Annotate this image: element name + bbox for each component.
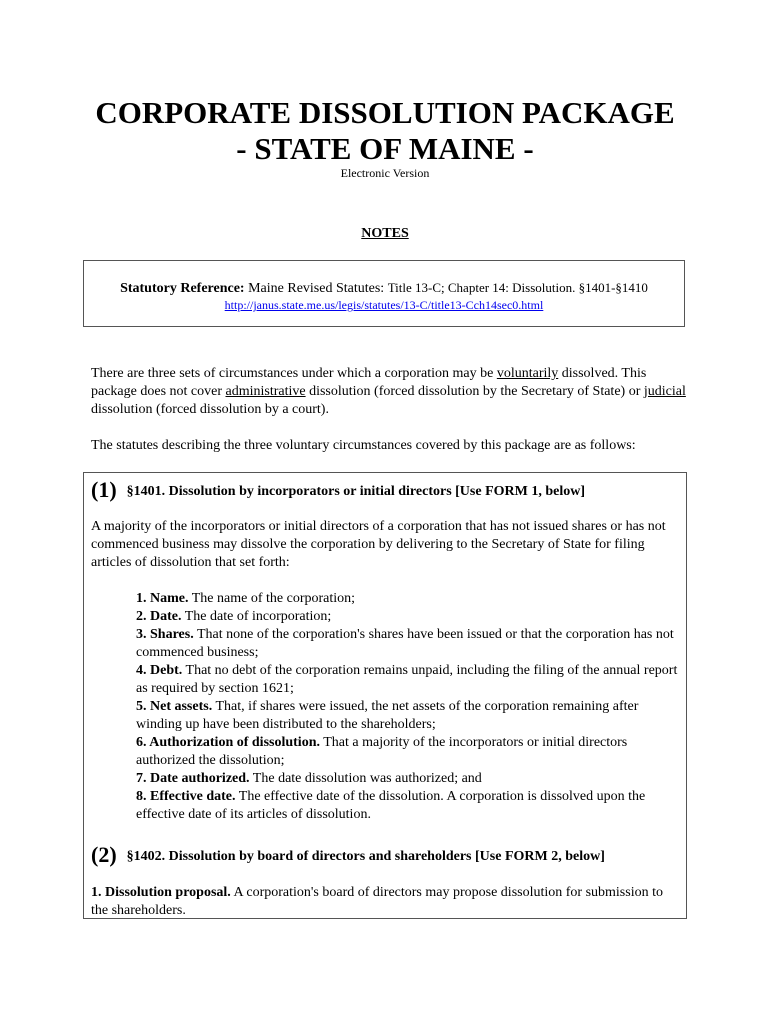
section2-number: (2)	[91, 842, 117, 867]
item-text: That a majority of the incorporators or initial directors authorized the dissolution;	[136, 735, 628, 768]
item-label: 8. Effective date.	[136, 789, 236, 804]
section1-number: (1)	[91, 477, 117, 502]
document-title-line1: CORPORATE DISSOLUTION PACKAGE	[95, 95, 675, 130]
intro-statutes-paragraph: The statutes describing the three voluntary circumstances covered by this package are as follows:	[91, 438, 636, 453]
statutes-link[interactable]: http://janus.state.me.us/legis/statutes/13-C/title13-Cch14sec0.html	[224, 298, 544, 312]
reference-citation: Title 13-C; Chapter 14: Dissolution. §1401-§1410	[387, 280, 648, 295]
item-text: The date dissolution was authorized; and	[252, 771, 482, 786]
document-subtitle: Electronic Version	[340, 166, 430, 180]
section2-para-text: A corporation's board of directors may propose dissolution for submission to the shareholders.	[91, 885, 663, 918]
section1-title: §1401. Dissolution by incorporators or initial directors [Use FORM 1, below]	[126, 484, 585, 499]
item-label: 3. Shares.	[136, 627, 194, 642]
intro-text: There are three sets of circumstances under which a corporation may be	[91, 366, 494, 381]
section2-heading	[91, 844, 605, 868]
item-label: 7. Date authorized.	[136, 771, 250, 786]
intro-text: dissolution (forced dissolution by a court).	[91, 402, 329, 417]
list-item	[136, 626, 682, 662]
section1-text: A majority of the incorporators or initial directors of a corporation that has not issued shares or has not commenced business may dissolve the corporation by delivering to the Secretary of State for filing articles of dissolution that set forth:	[91, 519, 666, 570]
intro-underline-voluntarily: voluntarily	[496, 366, 559, 381]
intro-underline-judicial: judicial	[643, 384, 686, 399]
notes-heading: NOTES	[361, 226, 409, 241]
statutory-reference-line	[84, 280, 684, 297]
intro-underline-administrative: administrative	[225, 384, 306, 399]
list-item	[136, 770, 682, 788]
list-item	[136, 734, 682, 770]
document-title-line2: - STATE OF MAINE -	[236, 131, 534, 166]
reference-label: Statutory Reference:	[120, 281, 245, 296]
list-item	[136, 788, 682, 824]
item-label: 4. Debt.	[136, 663, 183, 678]
list-item	[136, 698, 682, 734]
intro-text: dissolution (forced dissolution by the Secretary of State) or	[309, 384, 641, 399]
item-label: 2. Date.	[136, 609, 182, 624]
section1-heading	[91, 479, 585, 503]
item-text: That no debt of the corporation remains unpaid, including the filing of the annual report as required by section 1621;	[136, 663, 678, 696]
item-text: The name of the corporation;	[191, 591, 356, 606]
section2-title: §1402. Dissolution by board of directors and shareholders [Use FORM 2, below]	[126, 849, 605, 864]
item-text: The effective date of the dissolution. A corporation is dissolved upon the effective date of its articles of dissolution.	[136, 789, 646, 822]
list-item	[136, 662, 682, 698]
statutory-reference-box	[83, 260, 685, 327]
item-text: That none of the corporation's shares have been issued or that the corporation has not commenced business;	[136, 627, 674, 660]
intro-text: dissolved. This package does not cover	[91, 366, 647, 399]
list-item	[136, 608, 682, 626]
section2-paragraph	[91, 884, 683, 920]
section1-items	[136, 590, 682, 824]
statutes-box	[83, 472, 687, 919]
intro-paragraph	[91, 365, 691, 419]
list-item	[136, 590, 682, 608]
item-text: The date of incorporation;	[184, 609, 332, 624]
item-text: That, if shares were issued, the net assets of the corporation remaining after winding up have been distributed to the shareholders;	[136, 699, 639, 732]
item-label: 1. Name.	[136, 591, 189, 606]
reference-statutes: Maine Revised Statutes:	[248, 281, 385, 296]
item-label: 6. Authorization of dissolution.	[136, 735, 320, 750]
section2-para-label: 1. Dissolution proposal.	[91, 885, 231, 900]
item-label: 5. Net assets.	[136, 699, 213, 714]
